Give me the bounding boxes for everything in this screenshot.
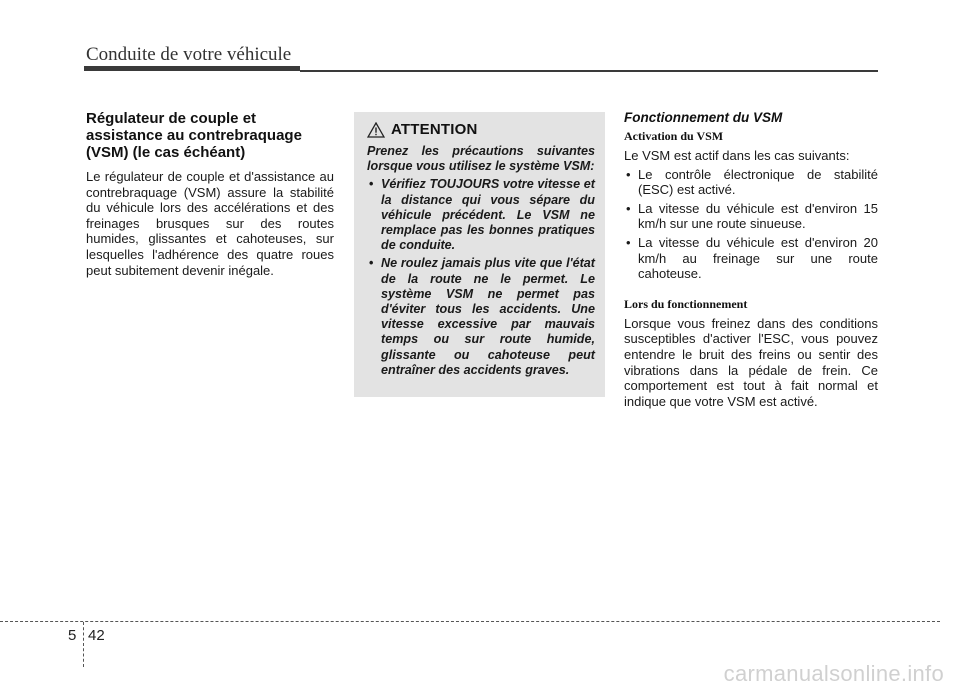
attention-header xyxy=(354,112,605,138)
page-header-title: Conduite de votre véhicule xyxy=(86,44,292,65)
header-rule xyxy=(300,70,878,72)
activation-item: • Le contrôle électronique de stabilité (ESC) est activé. xyxy=(624,167,878,198)
warning-triangle-icon xyxy=(367,122,385,138)
page-number: 42 xyxy=(88,627,105,644)
footer-rule xyxy=(0,621,940,622)
attention-title: ATTENTION xyxy=(391,121,478,138)
activation-intro: Le VSM est actif dans les cas suivants: xyxy=(624,148,850,163)
header-rule-accent xyxy=(84,66,300,71)
vsm-intro-paragraph: Le régulateur de couple et d'assistance au contrebraquage (VSM) assure la stabilité du véhicule lors des accélérations et des freinages brusques sur des routes humides, glissantes et cahoteuses, sur lesquelles l'adhérence des quatre roues peut subitement devenir inégale. xyxy=(86,169,334,278)
watermark: carmanualsonline.info xyxy=(723,661,944,686)
activation-item: • La vitesse du véhicule est d'environ 15 km/h sur une route sinueuse. xyxy=(624,201,878,232)
attention-intro: Prenez les précautions suivantes lorsque vous utilisez le système VSM: xyxy=(367,144,595,174)
activation-heading: Activation du VSM xyxy=(624,129,724,143)
activation-list xyxy=(624,167,878,282)
left-column xyxy=(86,110,334,278)
footer-divider xyxy=(83,622,84,667)
right-column xyxy=(624,110,878,409)
operation-heading: Lors du fonctionnement xyxy=(624,296,748,311)
attention-box xyxy=(354,112,605,397)
attention-body xyxy=(354,138,605,378)
attention-item: • Ne roulez jamais plus vite que l'état de la route ne le permet. Le système VSM ne permet pas d'éviter tous les accidents. Une vitesse excessive par mauvais temps ou sur route humide, glissante ou cahoteuse peut entraîner des accidents graves. xyxy=(367,256,595,378)
attention-list xyxy=(367,177,595,378)
operation-paragraph: Lorsque vous freinez dans des conditions susceptibles d'activer l'ESC, vous pouvez entendre le bruit des freins ou sentir des vibrations dans la pédale de frein. Ce comportement est tout à fait normal et indique que votre VSM est activé. xyxy=(624,315,878,409)
attention-item: • Vérifiez TOUJOURS votre vitesse et la distance qui vous sépare du véhicule précédent. Le VSM ne remplace pas les bonnes pratiques de conduite. xyxy=(367,177,595,253)
activation-item: • La vitesse du véhicule est d'environ 20 km/h au freinage sur une route cahoteuse. xyxy=(624,235,878,282)
vsm-operation-subheading: Fonctionnement du VSM xyxy=(624,110,783,125)
chapter-number: 5 xyxy=(68,627,77,644)
vsm-section-heading: Régulateur de couple et assistance au contrebraquage (VSM) (le cas échéant) xyxy=(86,110,302,161)
